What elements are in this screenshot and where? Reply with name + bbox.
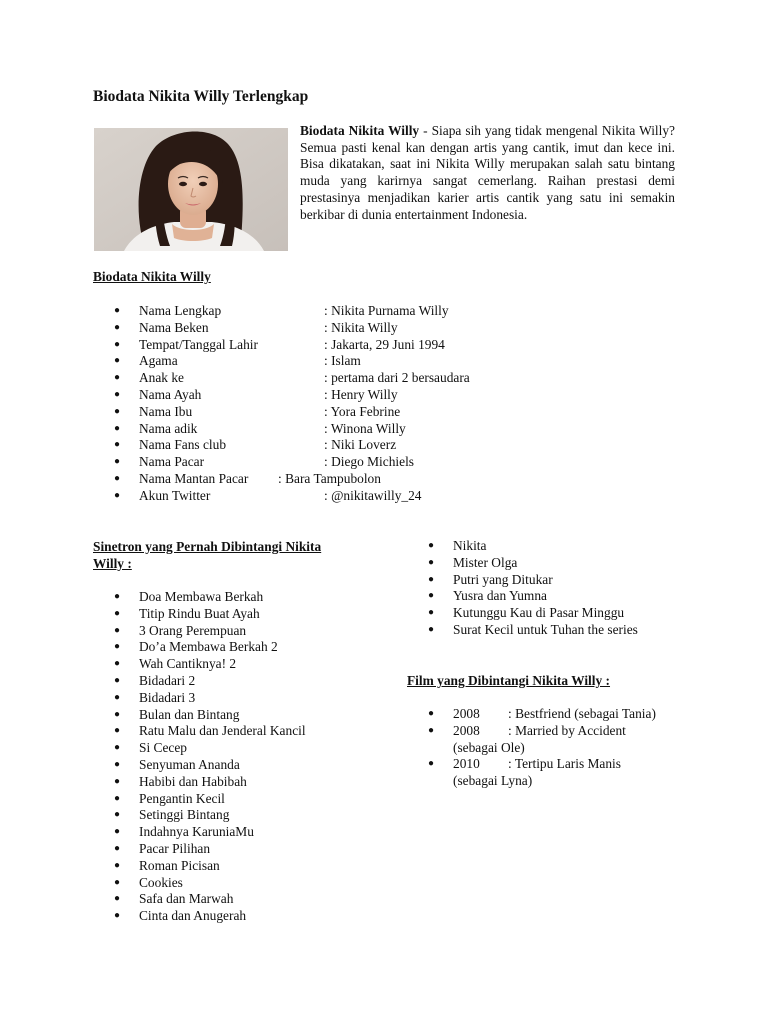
bullet-icon: ●: [114, 691, 121, 703]
bullet-icon: ●: [114, 792, 121, 804]
list-item-text: Wah Cantiknya! 2: [139, 656, 237, 672]
bullet-icon: ●: [428, 540, 435, 551]
list-item-text: Surat Kecil untuk Tuhan the series: [453, 621, 638, 637]
list-item-text: Titip Rindu Buat Ayah: [139, 605, 260, 621]
list-item-text: Ratu Malu dan Jenderal Kancil: [139, 723, 306, 739]
bullet-icon: ●: [114, 775, 121, 787]
bio-label: Agama: [139, 353, 178, 369]
intro-bold-lead: Biodata Nikita Willy: [300, 123, 420, 138]
bullet-icon: ●: [428, 590, 435, 602]
film-title: : Tertipu Laris Manis: [508, 756, 621, 772]
bio-label: Nama Lengkap: [139, 303, 222, 318]
bio-label: Nama Beken: [139, 319, 209, 335]
bullet-icon: ●: [114, 355, 121, 367]
film-role: (sebagai Ole): [453, 739, 525, 755]
film-title: : Bestfriend (sebagai Tania): [508, 706, 656, 721]
list-item-text: Roman Picisan: [139, 857, 220, 873]
page-title: Biodata Nikita Willy Terlengkap: [93, 88, 309, 105]
bio-value: : Yora Febrine: [324, 403, 401, 419]
bio-label: Akun Twitter: [139, 487, 211, 503]
bullet-icon: ●: [114, 439, 121, 451]
bullet-icon: ●: [114, 658, 121, 670]
bullet-icon: ●: [428, 724, 435, 736]
bio-label: Nama Ayah: [139, 386, 202, 402]
list-item-text: 3 Orang Perempuan: [139, 622, 247, 638]
film-year: 2008: [453, 706, 480, 721]
list-item-text: Pacar Pilihan: [139, 840, 211, 856]
bio-value: : Nikita Willy: [324, 319, 398, 335]
bullet-icon: ●: [114, 893, 121, 905]
bullet-icon: ●: [114, 624, 121, 636]
list-item-text: Senyuman Ananda: [139, 756, 240, 772]
bullet-icon: ●: [114, 758, 121, 770]
bio-value: : Nikita Purnama Willy: [324, 303, 449, 318]
bullet-icon: ●: [114, 321, 121, 333]
bullet-icon: ●: [114, 489, 121, 501]
bullet-icon: ●: [114, 422, 121, 434]
bio-label: Nama Ibu: [139, 403, 193, 419]
bullet-icon: ●: [114, 372, 121, 384]
bullet-icon: ●: [114, 472, 121, 484]
bullet-icon: ●: [428, 607, 435, 619]
bullet-icon: ●: [114, 708, 121, 720]
intro-paragraph: [300, 123, 675, 223]
list-item-text: Mister Olga: [453, 554, 518, 570]
bullet-icon: ●: [428, 758, 435, 770]
bio-value: : Diego Michiels: [324, 454, 415, 470]
list-item-text: Setinggi Bintang: [139, 807, 230, 823]
bullet-icon: ●: [428, 623, 435, 635]
list-item-text: Indahnya KaruniaMu: [139, 824, 254, 840]
bullet-icon: ●: [114, 876, 121, 888]
bio-value: : Winona Willy: [324, 420, 406, 436]
list-item-text: Yusra dan Yumna: [453, 588, 547, 604]
intro-text: - Siapa sih yang tidak mengenal Nikita Willy? Semua pasti kenal kan dengan artis yang cantik, imut dan kece ini. Bisa dikatakan, saat ini Nikita Willy merupakan salah satu bintang muda yang karirnya sangat cemerlang. Raihan prestasi demi prestasinya menjadikan karier artis cantik yang satu ini semakin berkibar di dunia entertainment Indonesia.: [300, 123, 675, 222]
bio-value: : Henry Willy: [324, 386, 398, 402]
list-item-text: Habibi dan Habibah: [139, 773, 247, 789]
bullet-icon: ●: [114, 641, 121, 653]
list-item-text: Pengantin Kecil: [139, 790, 225, 806]
film-title: : Married by Accident: [508, 722, 626, 738]
list-item-text: Bidadari 2: [139, 672, 196, 688]
list-item-text: Putri yang Ditukar: [453, 571, 553, 587]
bio-value: : Bara Tampubolon: [278, 470, 381, 486]
bullet-icon: ●: [114, 826, 121, 838]
bullet-icon: ●: [114, 405, 121, 417]
bullet-icon: ●: [114, 725, 121, 737]
bullet-icon: ●: [114, 305, 121, 316]
bullet-icon: ●: [114, 607, 121, 619]
bio-value: : Islam: [324, 353, 361, 369]
portrait-photo: [94, 128, 288, 251]
bullet-icon: ●: [114, 456, 121, 468]
bullet-icon: ●: [114, 910, 121, 922]
film-year: 2010: [453, 756, 480, 772]
list-item-text: Doa Membawa Berkah: [139, 589, 264, 604]
list-item-text: Bulan dan Bintang: [139, 706, 240, 722]
bullet-icon: ●: [114, 591, 121, 602]
list-item-text: Kutunggu Kau di Pasar Minggu: [453, 605, 625, 621]
list-item-text: Bidadari 3: [139, 689, 196, 705]
list-item-text: Cookies: [139, 874, 183, 890]
list-item-text: Do’a Membawa Berkah 2: [139, 639, 278, 655]
bio-label: Nama Mantan Pacar: [139, 470, 249, 486]
bio-value: : Niki Loverz: [324, 437, 397, 453]
bio-label: Tempat/Tanggal Lahir: [139, 336, 258, 352]
sinetron-heading: [93, 539, 321, 572]
sinetron-heading-line1: Sinetron yang Pernah Dibintangi Nikita: [93, 539, 322, 554]
bio-heading: Biodata Nikita Willy: [93, 269, 211, 284]
bullet-icon: ●: [114, 842, 121, 854]
bullet-icon: ●: [114, 859, 121, 871]
bullet-icon: ●: [114, 388, 121, 400]
list-item-text: Si Cecep: [139, 740, 187, 756]
bullet-icon: ●: [428, 556, 435, 568]
bullet-icon: ●: [114, 742, 121, 754]
bio-value: : pertama dari 2 bersaudara: [324, 370, 470, 386]
list-item-text: Safa dan Marwah: [139, 891, 234, 907]
bio-label: Nama adik: [139, 420, 198, 436]
film-heading: Film yang Dibintangi Nikita Willy :: [407, 673, 611, 688]
bio-label: Nama Fans club: [139, 437, 227, 453]
bio-label: Anak ke: [139, 370, 184, 386]
film-year: 2008: [453, 722, 480, 738]
bullet-icon: ●: [428, 708, 435, 719]
bio-value: : @nikitawilly_24: [324, 487, 422, 503]
film-role: (sebagai Lyna): [453, 773, 533, 789]
list-item-text: Cinta dan Anugerah: [139, 908, 247, 924]
sinetron-heading-line2: Willy :: [93, 555, 132, 571]
bio-label: Nama Pacar: [139, 454, 205, 470]
bullet-icon: ●: [114, 338, 121, 350]
bullet-icon: ●: [114, 809, 121, 821]
bullet-icon: ●: [114, 674, 121, 686]
bio-value: : Jakarta, 29 Juni 1994: [324, 336, 445, 352]
bullet-icon: ●: [428, 573, 435, 585]
list-item-text: Nikita: [453, 538, 487, 553]
